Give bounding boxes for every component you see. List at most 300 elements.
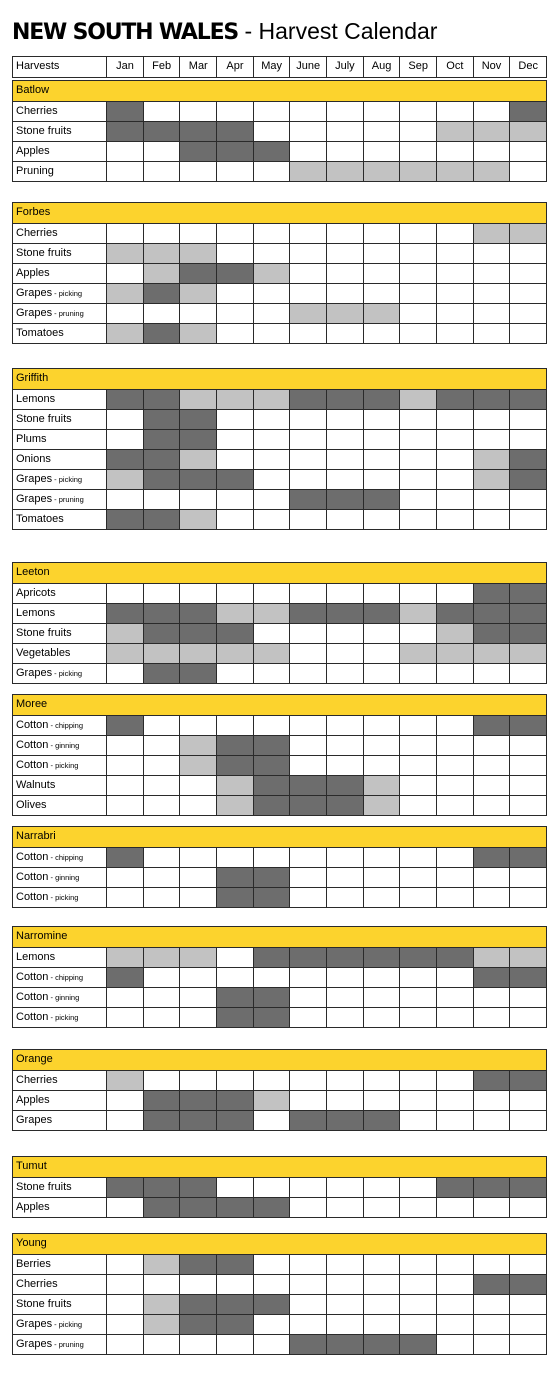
month-cell-mar (179, 1335, 216, 1354)
month-cell-mar (179, 624, 216, 643)
table-row (13, 1334, 546, 1354)
month-cell-oct (436, 868, 473, 887)
month-cell-nov (473, 430, 510, 449)
section-leeton (12, 562, 547, 684)
month-cell-oct (436, 948, 473, 967)
month-cell-july (326, 736, 363, 755)
crop-name: Tomatoes (16, 327, 64, 339)
month-cell-apr (216, 776, 253, 795)
row-label (13, 324, 106, 343)
table-row (13, 1197, 546, 1217)
row-label (13, 1315, 106, 1334)
month-cell-feb (143, 324, 180, 343)
crop-name: Cotton (16, 1011, 49, 1023)
month-cell-sep (399, 624, 436, 643)
month-cell-dec (509, 430, 546, 449)
month-cell-jan (106, 756, 143, 775)
month-cell-jan (106, 510, 143, 529)
month-cell-july (326, 848, 363, 867)
month-cell-june (289, 796, 326, 815)
month-cell-feb (143, 948, 180, 967)
row-label (13, 224, 106, 243)
month-cell-jan (106, 450, 143, 469)
crop-name: Cotton (16, 719, 49, 731)
month-cell-dec (509, 1335, 546, 1354)
month-cell-feb (143, 1071, 180, 1090)
month-cell-aug (363, 988, 400, 1007)
month-cell-jan (106, 988, 143, 1007)
month-cell-dec (509, 1091, 546, 1110)
month-cell-apr (216, 1255, 253, 1274)
month-cell-apr (216, 490, 253, 509)
month-cell-may (253, 948, 290, 967)
month-cell-oct (436, 224, 473, 243)
month-cell-nov (473, 284, 510, 303)
month-cell-june (289, 756, 326, 775)
month-cell-dec (509, 1071, 546, 1090)
month-cell-mar (179, 1071, 216, 1090)
month-header-july: July (326, 57, 363, 77)
table-row (13, 1254, 546, 1274)
month-cell-aug (363, 796, 400, 815)
month-cell-apr (216, 264, 253, 283)
month-cell-july (326, 1008, 363, 1027)
month-cell-june (289, 968, 326, 987)
month-cell-may (253, 1335, 290, 1354)
month-cell-feb (143, 1008, 180, 1027)
month-cell-oct (436, 1255, 473, 1274)
row-label (13, 776, 106, 795)
month-cell-may (253, 1091, 290, 1110)
month-cell-oct (436, 244, 473, 263)
month-cell-sep (399, 1071, 436, 1090)
page-title (12, 14, 437, 48)
month-cell-may (253, 968, 290, 987)
month-cell-dec (509, 142, 546, 161)
month-cell-jan (106, 410, 143, 429)
month-cell-mar (179, 1198, 216, 1217)
crop-activity: - picking (52, 289, 83, 298)
month-cell-may (253, 390, 290, 409)
month-cell-may (253, 848, 290, 867)
month-cell-oct (436, 264, 473, 283)
crop-activity: - pruning (52, 309, 84, 318)
month-cell-may (253, 584, 290, 603)
month-cell-mar (179, 604, 216, 623)
month-cell-jan (106, 224, 143, 243)
month-cell-feb (143, 162, 180, 181)
month-cell-mar (179, 450, 216, 469)
month-cell-nov (473, 664, 510, 683)
month-cell-sep (399, 776, 436, 795)
month-cell-sep (399, 1255, 436, 1274)
month-cell-oct (436, 450, 473, 469)
month-cell-mar (179, 888, 216, 907)
table-row (13, 1314, 546, 1334)
month-cell-sep (399, 324, 436, 343)
month-cell-oct (436, 664, 473, 683)
month-cell-aug (363, 470, 400, 489)
month-cell-jan (106, 1335, 143, 1354)
month-cell-mar (179, 988, 216, 1007)
month-cell-mar (179, 1275, 216, 1294)
table-row (13, 223, 546, 243)
month-cell-apr (216, 244, 253, 263)
month-cell-feb (143, 664, 180, 683)
month-cell-oct (436, 584, 473, 603)
table-row (13, 643, 546, 663)
month-cell-oct (436, 284, 473, 303)
month-cell-mar (179, 410, 216, 429)
row-label (13, 1255, 106, 1274)
month-cell-aug (363, 142, 400, 161)
month-cell-feb (143, 644, 180, 663)
month-cell-apr (216, 1295, 253, 1314)
month-cell-july (326, 162, 363, 181)
crop-name: Cherries (16, 1074, 58, 1086)
month-cell-mar (179, 1091, 216, 1110)
month-cell-june (289, 776, 326, 795)
month-cell-june (289, 142, 326, 161)
row-label (13, 142, 106, 161)
month-cell-june (289, 450, 326, 469)
month-cell-mar (179, 736, 216, 755)
month-cell-nov (473, 776, 510, 795)
month-cell-nov (473, 122, 510, 141)
month-cell-june (289, 1178, 326, 1197)
month-cell-jan (106, 664, 143, 683)
section-moree (12, 694, 547, 816)
month-cell-feb (143, 604, 180, 623)
section-young (12, 1233, 547, 1355)
month-cell-sep (399, 102, 436, 121)
month-cell-sep (399, 390, 436, 409)
month-cell-may (253, 410, 290, 429)
crop-activity: - picking (48, 761, 79, 770)
table-row (13, 141, 546, 161)
header-row-grid (12, 56, 547, 78)
month-cell-oct (436, 888, 473, 907)
month-cell-feb (143, 624, 180, 643)
month-cell-sep (399, 510, 436, 529)
section-header-young: Young (13, 1234, 546, 1254)
month-cell-oct (436, 410, 473, 429)
month-cell-july (326, 968, 363, 987)
table-row (13, 121, 546, 141)
month-cell-june (289, 224, 326, 243)
crop-name: Cherries (16, 1278, 58, 1290)
table-row (13, 755, 546, 775)
month-cell-jan (106, 1198, 143, 1217)
month-cell-jan (106, 324, 143, 343)
month-cell-feb (143, 304, 180, 323)
row-label (13, 1198, 106, 1217)
month-cell-july (326, 224, 363, 243)
month-cell-oct (436, 142, 473, 161)
row-label (13, 604, 106, 623)
month-cell-june (289, 1255, 326, 1274)
month-cell-sep (399, 736, 436, 755)
month-cell-sep (399, 644, 436, 663)
month-cell-feb (143, 1255, 180, 1274)
crop-name: Grapes (16, 1338, 53, 1350)
month-cell-june (289, 510, 326, 529)
month-header-apr: Apr (216, 57, 253, 77)
row-label (13, 988, 106, 1007)
month-cell-dec (509, 224, 546, 243)
month-cell-sep (399, 968, 436, 987)
month-cell-dec (509, 624, 546, 643)
month-cell-july (326, 1315, 363, 1334)
month-cell-apr (216, 988, 253, 1007)
section-header-leeton: Leeton (13, 563, 546, 583)
month-cell-july (326, 410, 363, 429)
table-row (13, 283, 546, 303)
month-cell-may (253, 244, 290, 263)
month-cell-mar (179, 716, 216, 735)
month-cell-june (289, 988, 326, 1007)
section-header-moree: Moree (13, 695, 546, 715)
month-cell-oct (436, 988, 473, 1007)
month-cell-jan (106, 1111, 143, 1130)
month-cell-mar (179, 284, 216, 303)
table-row (13, 243, 546, 263)
section-batlow (12, 80, 547, 182)
crop-name: Cotton (16, 851, 49, 863)
month-cell-sep (399, 284, 436, 303)
month-cell-nov (473, 1091, 510, 1110)
section-griffith (12, 368, 547, 530)
section-header-tumut: Tumut (13, 1157, 546, 1177)
month-cell-apr (216, 390, 253, 409)
row-label (13, 284, 106, 303)
month-cell-mar (179, 142, 216, 161)
month-cell-june (289, 1295, 326, 1314)
month-cell-july (326, 244, 363, 263)
month-cell-mar (179, 490, 216, 509)
month-cell-sep (399, 1315, 436, 1334)
month-cell-aug (363, 948, 400, 967)
month-cell-sep (399, 450, 436, 469)
month-cell-june (289, 948, 326, 967)
month-cell-dec (509, 1198, 546, 1217)
month-cell-sep (399, 988, 436, 1007)
month-cell-aug (363, 604, 400, 623)
month-cell-feb (143, 968, 180, 987)
month-cell-nov (473, 470, 510, 489)
row-label (13, 1295, 106, 1314)
month-cell-july (326, 1295, 363, 1314)
title-region: NEW SOUTH WALES (12, 20, 239, 45)
month-cell-oct (436, 644, 473, 663)
month-cell-aug (363, 1275, 400, 1294)
month-cell-sep (399, 122, 436, 141)
month-cell-feb (143, 1295, 180, 1314)
table-row (13, 583, 546, 603)
month-cell-feb (143, 756, 180, 775)
month-cell-nov (473, 848, 510, 867)
month-cell-feb (143, 1091, 180, 1110)
month-cell-mar (179, 510, 216, 529)
month-cell-sep (399, 470, 436, 489)
crop-name: Grapes (16, 287, 53, 299)
month-cell-sep (399, 224, 436, 243)
table-row (13, 735, 546, 755)
month-cell-aug (363, 264, 400, 283)
month-cell-july (326, 604, 363, 623)
month-cell-oct (436, 1091, 473, 1110)
month-cell-dec (509, 1008, 546, 1027)
crop-name: Vegetables (16, 647, 71, 659)
month-cell-feb (143, 410, 180, 429)
month-cell-jan (106, 1315, 143, 1334)
table-row (13, 409, 546, 429)
month-cell-july (326, 868, 363, 887)
table-row (13, 775, 546, 795)
month-cell-apr (216, 736, 253, 755)
row-label (13, 1335, 106, 1354)
month-cell-apr (216, 848, 253, 867)
month-cell-apr (216, 142, 253, 161)
month-cell-feb (143, 510, 180, 529)
row-label (13, 510, 106, 529)
month-cell-apr (216, 1071, 253, 1090)
month-cell-dec (509, 1111, 546, 1130)
month-cell-july (326, 304, 363, 323)
month-cell-feb (143, 1275, 180, 1294)
month-cell-jan (106, 162, 143, 181)
month-cell-june (289, 644, 326, 663)
month-cell-nov (473, 1178, 510, 1197)
month-cell-oct (436, 968, 473, 987)
month-cell-mar (179, 1178, 216, 1197)
month-cell-june (289, 736, 326, 755)
month-cell-aug (363, 888, 400, 907)
crop-name: Stone fruits (16, 1181, 72, 1193)
month-header-may: May (253, 57, 290, 77)
month-cell-july (326, 284, 363, 303)
month-cell-sep (399, 430, 436, 449)
month-cell-june (289, 284, 326, 303)
row-label (13, 490, 106, 509)
month-cell-july (326, 142, 363, 161)
section-tumut (12, 1156, 547, 1218)
month-cell-july (326, 664, 363, 683)
month-cell-may (253, 604, 290, 623)
month-cell-apr (216, 410, 253, 429)
month-cell-dec (509, 244, 546, 263)
row-label (13, 848, 106, 867)
month-cell-nov (473, 756, 510, 775)
month-cell-june (289, 716, 326, 735)
month-cell-sep (399, 664, 436, 683)
month-cell-sep (399, 868, 436, 887)
month-cell-june (289, 1315, 326, 1334)
table-row (13, 1274, 546, 1294)
month-cell-aug (363, 1091, 400, 1110)
month-cell-sep (399, 1091, 436, 1110)
month-cell-may (253, 430, 290, 449)
month-cell-may (253, 122, 290, 141)
month-cell-dec (509, 304, 546, 323)
crop-name: Lemons (16, 607, 56, 619)
month-cell-aug (363, 756, 400, 775)
month-cell-nov (473, 244, 510, 263)
month-cell-july (326, 1091, 363, 1110)
month-cell-oct (436, 756, 473, 775)
month-cell-jan (106, 848, 143, 867)
month-cell-june (289, 868, 326, 887)
month-cell-dec (509, 868, 546, 887)
month-cell-jan (106, 1255, 143, 1274)
month-cell-july (326, 1071, 363, 1090)
month-cell-feb (143, 430, 180, 449)
month-cell-oct (436, 796, 473, 815)
month-cell-june (289, 430, 326, 449)
month-cell-nov (473, 1275, 510, 1294)
month-cell-nov (473, 1335, 510, 1354)
month-cell-july (326, 430, 363, 449)
month-cell-nov (473, 1071, 510, 1090)
month-cell-nov (473, 948, 510, 967)
month-cell-nov (473, 736, 510, 755)
row-label (13, 450, 106, 469)
table-row (13, 887, 546, 907)
month-cell-june (289, 1008, 326, 1027)
month-cell-june (289, 1275, 326, 1294)
month-cell-jan (106, 776, 143, 795)
month-cell-aug (363, 162, 400, 181)
crop-name: Cherries (16, 227, 58, 239)
month-cell-oct (436, 430, 473, 449)
month-cell-aug (363, 736, 400, 755)
table-row (13, 389, 546, 409)
month-cell-jan (106, 868, 143, 887)
month-cell-apr (216, 968, 253, 987)
month-cell-may (253, 1008, 290, 1027)
section-header-orange: Orange (13, 1050, 546, 1070)
month-cell-feb (143, 264, 180, 283)
row-label (13, 244, 106, 263)
month-cell-jan (106, 1008, 143, 1027)
month-cell-june (289, 102, 326, 121)
month-cell-july (326, 122, 363, 141)
month-cell-feb (143, 796, 180, 815)
crop-activity: - pruning (52, 1340, 84, 1349)
month-cell-jan (106, 122, 143, 141)
month-cell-nov (473, 716, 510, 735)
month-cell-apr (216, 510, 253, 529)
month-cell-july (326, 716, 363, 735)
month-cell-sep (399, 888, 436, 907)
month-cell-june (289, 162, 326, 181)
row-label (13, 756, 106, 775)
month-cell-aug (363, 644, 400, 663)
month-cell-apr (216, 716, 253, 735)
month-cell-may (253, 142, 290, 161)
crop-name: Grapes (16, 1114, 53, 1126)
month-cell-nov (473, 450, 510, 469)
month-cell-feb (143, 848, 180, 867)
month-cell-sep (399, 304, 436, 323)
table-row (13, 867, 546, 887)
month-cell-june (289, 304, 326, 323)
month-cell-oct (436, 1008, 473, 1027)
section-header-griffith: Griffith (13, 369, 546, 389)
month-cell-aug (363, 1198, 400, 1217)
month-cell-may (253, 470, 290, 489)
month-cell-june (289, 1111, 326, 1130)
